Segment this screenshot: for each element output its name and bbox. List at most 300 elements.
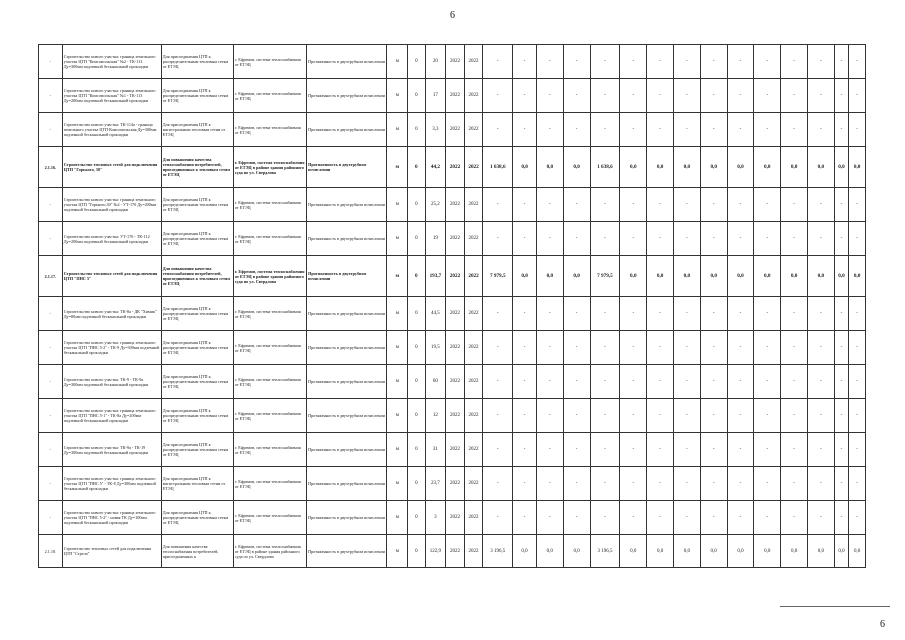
row-name: Строительство нового участка: ТК-114а - граница земельного участка ЦТП Комсомольская Ду=300мм подземной бесканальной прокладки: [62, 113, 161, 147]
row-finance-cell: -: [849, 433, 866, 467]
row-finance-cell: -: [513, 113, 537, 147]
row-location: г. Ефремов, система теплоснабжения от ЕТЭЦ: [233, 399, 306, 433]
row-finance-cell: -: [536, 222, 563, 256]
row-finance-cell: -: [647, 399, 674, 433]
row-purpose: Для повышения качества теплоснабжения потребителей, присоединенных к: [161, 535, 233, 568]
row-finance-cell: -: [590, 467, 620, 501]
row-purpose: Для присоединения ЦТП к распределительным тепловым сетям от ЕТЭЦ: [161, 433, 233, 467]
row-finance-cell: -: [483, 365, 513, 399]
row-finance-cell: 0,0: [700, 147, 727, 188]
row-base-value: 0: [408, 501, 426, 535]
row-year-start: 2022: [446, 297, 465, 331]
row-base-value: 0: [408, 433, 426, 467]
row-purpose: Для повышения качества теплоснабжения потребителей, присоединенных к тепловым сетям от ЕТЭЦ: [161, 147, 233, 188]
row-finance-cell: -: [513, 222, 537, 256]
row-finance-cell: 0,0: [754, 256, 781, 297]
row-base-value: 0: [408, 297, 426, 331]
row-finance-cell: 1 638,6: [590, 147, 620, 188]
row-purpose: Для присоединения ЦТП к распределительным тепловым сетям от ЕТЭЦ: [161, 79, 233, 113]
row-base-value: 0: [408, 535, 426, 568]
row-finance-cell: -: [807, 467, 834, 501]
row-unit: м: [387, 79, 408, 113]
row-index: -: [39, 501, 63, 535]
row-finance-cell: -: [590, 113, 620, 147]
row-finance-cell: -: [590, 501, 620, 535]
row-year-end: 2022: [464, 399, 483, 433]
row-finance-cell: 0,0: [781, 147, 808, 188]
row-finance-cell: -: [673, 365, 700, 399]
row-finance-cell: -: [700, 188, 727, 222]
row-finance-cell: -: [781, 222, 808, 256]
row-finance-cell: -: [834, 113, 848, 147]
row-finance-cell: -: [727, 45, 754, 79]
row-year-start: 2022: [446, 433, 465, 467]
row-unit: м: [387, 113, 408, 147]
row-finance-cell: -: [673, 79, 700, 113]
row-finance-cell: -: [849, 188, 866, 222]
row-year-end: 2022: [464, 331, 483, 365]
row-finance-cell: 0,0: [781, 535, 808, 568]
row-finance-cell: -: [536, 331, 563, 365]
row-finance-cell: -: [673, 113, 700, 147]
row-base-value: 0: [408, 256, 426, 297]
row-unit: м: [387, 535, 408, 568]
row-finance-cell: -: [563, 79, 590, 113]
row-finance-cell: -: [536, 365, 563, 399]
row-finance-cell: -: [536, 501, 563, 535]
row-finance-cell: -: [849, 501, 866, 535]
row-finance-cell: 0,0: [834, 256, 848, 297]
row-finance-cell: -: [513, 467, 537, 501]
row-finance-cell: -: [807, 222, 834, 256]
row-finance-cell: -: [620, 501, 647, 535]
row-name: Строительство нового участка: граница земельного участка ЦТП "Комсомольская" №1 - ТК-113 Ду=200мм подземной бесканальной прокладки: [62, 79, 161, 113]
row-finance-cell: -: [620, 79, 647, 113]
row-finance-cell: -: [834, 331, 848, 365]
row-year-end: 2022: [464, 256, 483, 297]
row-finance-cell: -: [563, 297, 590, 331]
row-length: 193,7: [425, 256, 446, 297]
row-unit: м: [387, 467, 408, 501]
row-finance-cell: 0,0: [754, 147, 781, 188]
table-row: [39, 433, 866, 467]
row-finance-cell: -: [807, 188, 834, 222]
row-finance-cell: -: [483, 501, 513, 535]
row-year-end: 2022: [464, 147, 483, 188]
row-length: 19,5: [425, 331, 446, 365]
row-parameter: Протяженность в двухтрубном исчислении: [307, 147, 387, 188]
row-name: Строительство нового участка: граница земельного участка ЦТП "ПНС 5-2" - новая ТК Ду=100мм подземной бесканальной прокладки: [62, 501, 161, 535]
row-finance-cell: -: [727, 222, 754, 256]
row-location: г. Ефремов, система теплоснабжения от ЕТЭЦ: [233, 79, 306, 113]
table-row: [39, 188, 866, 222]
row-finance-cell: -: [834, 501, 848, 535]
row-finance-cell: 0,0: [513, 535, 537, 568]
row-year-start: 2022: [446, 256, 465, 297]
row-name: Строительство тепловых сетей для подключения ЦТП "Стрела": [62, 535, 161, 568]
row-year-start: 2022: [446, 147, 465, 188]
row-length: 23,7: [425, 467, 446, 501]
row-purpose: Для присоединения ЦТП к распределительным тепловым сетям от ЕТЭЦ: [161, 331, 233, 365]
row-finance-cell: -: [781, 297, 808, 331]
row-finance-cell: 0,0: [849, 147, 866, 188]
row-location: г. Ефремов, система теплоснабжения от ЕТЭЦ: [233, 188, 306, 222]
row-finance-cell: 0,0: [620, 535, 647, 568]
row-finance-cell: -: [754, 399, 781, 433]
row-location: г. Ефремов, система теплоснабжения от ЕТЭЦ: [233, 365, 306, 399]
row-index: 2.1.17.: [39, 256, 63, 297]
row-finance-cell: 0,0: [727, 535, 754, 568]
row-finance-cell: -: [563, 433, 590, 467]
table-row: [39, 467, 866, 501]
row-finance-cell: -: [754, 467, 781, 501]
row-finance-cell: -: [781, 79, 808, 113]
row-finance-cell: -: [620, 188, 647, 222]
row-finance-cell: -: [781, 365, 808, 399]
row-base-value: 0: [408, 399, 426, 433]
row-finance-cell: -: [483, 331, 513, 365]
row-finance-cell: -: [513, 433, 537, 467]
row-finance-cell: -: [673, 45, 700, 79]
row-finance-cell: 0,0: [807, 147, 834, 188]
row-purpose: Для присоединения ЦТП к магистральным тепловым сетям от ЕТЭЦ: [161, 113, 233, 147]
row-name: Строительство нового участка: граница земельного участка ЦТП "ПНС 5-2" - ТК-9 Ду=300мм подземной бесканальной прокладки: [62, 331, 161, 365]
row-finance-cell: -: [647, 467, 674, 501]
row-parameter: Протяженность в двухтрубном исчислении: [307, 113, 387, 147]
row-finance-cell: -: [834, 222, 848, 256]
row-base-value: 0: [408, 331, 426, 365]
row-finance-cell: -: [536, 297, 563, 331]
row-name: Строительство нового участка: ТК-9 - ТК-9а Ду=300мм подземной бесканальной прокладки: [62, 365, 161, 399]
row-purpose: Для присоединения ЦТП к распределительным тепловым сетям от ЕТЭЦ: [161, 365, 233, 399]
row-index: -: [39, 399, 63, 433]
row-parameter: Протяженность в двухтрубном исчислении: [307, 188, 387, 222]
row-name: Строительство нового участка: граница земельного участка ЦТП "Горького,30" №2 - УТ-170 Ду=200мм подземной бесканальной прокладки: [62, 188, 161, 222]
row-finance-cell: -: [673, 222, 700, 256]
row-finance-cell: -: [563, 113, 590, 147]
row-unit: м: [387, 222, 408, 256]
row-finance-cell: -: [727, 433, 754, 467]
row-finance-cell: 0,0: [536, 256, 563, 297]
row-base-value: 0: [408, 222, 426, 256]
row-location: г. Ефремов, система теплоснабжения от ЕТЭЦ: [233, 297, 306, 331]
row-unit: м: [387, 256, 408, 297]
row-finance-cell: -: [807, 113, 834, 147]
row-finance-cell: -: [700, 113, 727, 147]
row-finance-cell: -: [849, 399, 866, 433]
row-finance-cell: -: [754, 501, 781, 535]
table-row: [39, 79, 866, 113]
row-finance-cell: 0,0: [727, 256, 754, 297]
row-year-start: 2022: [446, 113, 465, 147]
row-year-start: 2022: [446, 365, 465, 399]
row-finance-cell: -: [620, 331, 647, 365]
row-year-end: 2022: [464, 79, 483, 113]
row-parameter: Протяженность в двухтрубном исчислении: [307, 331, 387, 365]
row-unit: м: [387, 501, 408, 535]
row-year-start: 2022: [446, 501, 465, 535]
page-number-top: 6: [450, 10, 455, 21]
row-unit: м: [387, 297, 408, 331]
row-finance-cell: 0,0: [620, 256, 647, 297]
row-purpose: Для присоединения ЦТП к распределительным тепловым сетям от ЕТЭЦ: [161, 501, 233, 535]
row-finance-cell: -: [834, 45, 848, 79]
row-unit: м: [387, 147, 408, 188]
row-finance-cell: -: [620, 113, 647, 147]
row-finance-cell: -: [590, 297, 620, 331]
row-finance-cell: -: [754, 331, 781, 365]
row-length: 19: [425, 222, 446, 256]
row-finance-cell: -: [834, 399, 848, 433]
row-length: 122,9: [425, 535, 446, 568]
row-year-end: 2022: [464, 188, 483, 222]
row-finance-cell: -: [513, 297, 537, 331]
row-finance-cell: -: [673, 188, 700, 222]
row-finance-cell: -: [673, 467, 700, 501]
row-finance-cell: -: [834, 188, 848, 222]
row-finance-cell: -: [647, 365, 674, 399]
row-finance-cell: -: [727, 79, 754, 113]
row-finance-cell: -: [513, 45, 537, 79]
row-finance-cell: -: [563, 188, 590, 222]
row-finance-cell: -: [620, 297, 647, 331]
row-finance-cell: -: [513, 331, 537, 365]
row-finance-cell: -: [754, 188, 781, 222]
row-finance-cell: -: [647, 45, 674, 79]
row-finance-cell: -: [834, 79, 848, 113]
row-finance-cell: -: [781, 331, 808, 365]
row-index: -: [39, 365, 63, 399]
row-location: г. Ефремов, система теплоснабжения от ЕТЭЦ в районе здания районного суда по ул. Свердлова: [233, 147, 306, 188]
row-finance-cell: -: [536, 45, 563, 79]
row-finance-cell: -: [620, 399, 647, 433]
row-parameter: Протяженность в двухтрубном исчислении: [307, 467, 387, 501]
row-year-end: 2022: [464, 222, 483, 256]
row-finance-cell: 0,0: [849, 256, 866, 297]
row-year-start: 2022: [446, 467, 465, 501]
row-finance-cell: -: [563, 467, 590, 501]
row-finance-cell: 0,0: [700, 256, 727, 297]
row-finance-cell: 0,0: [673, 147, 700, 188]
row-finance-cell: -: [673, 297, 700, 331]
row-finance-cell: 0,0: [834, 535, 848, 568]
row-name: Строительство нового участка: ТК-9а - ТК-19 Ду=300мм подземной бесканальной прокладки: [62, 433, 161, 467]
row-base-value: 0: [408, 365, 426, 399]
row-finance-cell: -: [727, 365, 754, 399]
row-finance-cell: 0,0: [781, 256, 808, 297]
row-length: 31: [425, 433, 446, 467]
row-finance-cell: 0,0: [620, 147, 647, 188]
row-finance-cell: -: [483, 433, 513, 467]
row-finance-cell: -: [483, 297, 513, 331]
row-finance-cell: -: [727, 297, 754, 331]
row-finance-cell: -: [563, 222, 590, 256]
row-year-end: 2022: [464, 45, 483, 79]
row-parameter: Протяженность в двухтрубном исчислении: [307, 433, 387, 467]
row-name: Строительство нового участка: УТ-170 - ТК-112 Ду=200мм подземной бесканальной прокладки: [62, 222, 161, 256]
row-parameter: Протяженность в двухтрубном исчислении: [307, 365, 387, 399]
row-finance-cell: -: [647, 222, 674, 256]
row-finance-cell: -: [536, 433, 563, 467]
row-finance-cell: -: [700, 45, 727, 79]
row-purpose: Для присоединения ЦТП к распределительным тепловым сетям от ЕТЭЦ: [161, 222, 233, 256]
row-purpose: Для присоединения ЦТП к распределительным тепловым сетям от ЕТЭЦ: [161, 399, 233, 433]
row-finance-cell: 0,0: [536, 147, 563, 188]
row-finance-cell: -: [563, 399, 590, 433]
row-year-end: 2022: [464, 433, 483, 467]
row-finance-cell: 0,0: [536, 535, 563, 568]
row-finance-cell: -: [781, 433, 808, 467]
table-row: [39, 222, 866, 256]
row-finance-cell: -: [781, 501, 808, 535]
row-purpose: Для присоединения ЦТП к распределительным тепловым сетям от ЕТЭЦ: [161, 45, 233, 79]
row-finance-cell: -: [849, 113, 866, 147]
row-location: г. Ефремов, система теплоснабжения от ЕТЭЦ в районе здания районного суда по ул. Свердлова: [233, 256, 306, 297]
row-finance-cell: -: [849, 222, 866, 256]
row-year-end: 2022: [464, 535, 483, 568]
row-parameter: Протяженность в двухтрубном исчислении: [307, 501, 387, 535]
row-length: 3,3: [425, 113, 446, 147]
row-purpose: Для повышения качества теплоснабжения потребителей, присоединенных к тепловым сетям от ЕТЭЦ: [161, 256, 233, 297]
row-name: Строительство нового участка: граница земельного участка ЦТП "ПНС 5-1" - ТК-8а Ду=200мм подземной бесканальной прокладки: [62, 399, 161, 433]
row-finance-cell: -: [563, 501, 590, 535]
row-finance-cell: -: [590, 222, 620, 256]
row-finance-cell: -: [536, 79, 563, 113]
row-location: г. Ефремов, система теплоснабжения от ЕТЭЦ: [233, 467, 306, 501]
row-finance-cell: -: [673, 433, 700, 467]
row-parameter: Протяженность в двухтрубном исчислении: [307, 45, 387, 79]
row-finance-cell: -: [807, 79, 834, 113]
row-length: 25,2: [425, 188, 446, 222]
row-finance-cell: -: [834, 467, 848, 501]
row-finance-cell: -: [590, 331, 620, 365]
row-finance-cell: -: [590, 433, 620, 467]
row-finance-cell: -: [513, 79, 537, 113]
row-length: 20: [425, 45, 446, 79]
table-row-project: [39, 147, 866, 188]
row-finance-cell: -: [700, 365, 727, 399]
row-length: 17: [425, 79, 446, 113]
row-finance-cell: -: [807, 399, 834, 433]
row-finance-cell: 1 638,6: [483, 147, 513, 188]
row-name: Строительство тепловых сетей для подключения ЦТП "Горького, 30": [62, 147, 161, 188]
row-base-value: 0: [408, 45, 426, 79]
row-finance-cell: -: [536, 399, 563, 433]
row-finance-cell: -: [513, 399, 537, 433]
row-year-end: 2022: [464, 365, 483, 399]
row-finance-cell: -: [483, 222, 513, 256]
row-location: г. Ефремов, система теплоснабжения от ЕТЭЦ: [233, 113, 306, 147]
row-finance-cell: 0,0: [834, 147, 848, 188]
row-finance-cell: -: [590, 365, 620, 399]
table-row: [39, 399, 866, 433]
row-finance-cell: -: [700, 433, 727, 467]
row-finance-cell: -: [647, 433, 674, 467]
row-finance-cell: -: [807, 331, 834, 365]
row-base-value: 0: [408, 467, 426, 501]
row-finance-cell: -: [727, 188, 754, 222]
row-location: г. Ефремов, система теплоснабжения от ЕТЭЦ в районе здания районного суда по ул. Свердлова: [233, 535, 306, 568]
row-base-value: 0: [408, 188, 426, 222]
row-finance-cell: -: [781, 188, 808, 222]
row-finance-cell: -: [700, 297, 727, 331]
row-finance-cell: -: [590, 188, 620, 222]
row-finance-cell: -: [807, 45, 834, 79]
row-finance-cell: -: [834, 433, 848, 467]
row-finance-cell: -: [483, 399, 513, 433]
row-year-end: 2022: [464, 501, 483, 535]
row-parameter: Протяженность в двухтрубном исчислении: [307, 222, 387, 256]
row-finance-cell: -: [807, 501, 834, 535]
row-parameter: Протяженность в двухтрубном исчислении: [307, 399, 387, 433]
row-finance-cell: -: [647, 188, 674, 222]
row-unit: м: [387, 433, 408, 467]
row-index: -: [39, 79, 63, 113]
row-finance-cell: -: [536, 113, 563, 147]
row-year-start: 2022: [446, 331, 465, 365]
row-finance-cell: -: [781, 399, 808, 433]
row-finance-cell: -: [590, 399, 620, 433]
row-finance-cell: -: [754, 79, 781, 113]
row-finance-cell: -: [727, 331, 754, 365]
row-finance-cell: -: [849, 331, 866, 365]
row-finance-cell: -: [620, 467, 647, 501]
table-row: [39, 45, 866, 79]
row-finance-cell: -: [673, 331, 700, 365]
row-purpose: Для присоединения ЦТП к распределительным тепловым сетям от ЕТЭЦ: [161, 188, 233, 222]
row-finance-cell: 3 196,5: [590, 535, 620, 568]
row-index: -: [39, 188, 63, 222]
row-finance-cell: -: [781, 113, 808, 147]
row-finance-cell: -: [754, 365, 781, 399]
row-finance-cell: 0,0: [700, 535, 727, 568]
row-finance-cell: -: [727, 113, 754, 147]
row-finance-cell: -: [513, 501, 537, 535]
row-finance-cell: -: [781, 467, 808, 501]
row-name: Строительство тепловых сетей для подключения ЦТП "ПНС 5": [62, 256, 161, 297]
row-year-end: 2022: [464, 297, 483, 331]
row-finance-cell: -: [620, 433, 647, 467]
row-finance-cell: -: [483, 188, 513, 222]
investment-table: [38, 44, 866, 568]
row-finance-cell: -: [590, 79, 620, 113]
row-location: г. Ефремов, система теплоснабжения от ЕТЭЦ: [233, 501, 306, 535]
row-finance-cell: 3 196,5: [483, 535, 513, 568]
row-finance-cell: 0,0: [647, 147, 674, 188]
row-index: -: [39, 297, 63, 331]
row-finance-cell: 0,0: [513, 147, 537, 188]
table-row: [39, 501, 866, 535]
row-index: -: [39, 433, 63, 467]
row-finance-cell: -: [849, 365, 866, 399]
table-row: [39, 365, 866, 399]
row-finance-cell: 0,0: [849, 535, 866, 568]
row-finance-cell: 0,0: [647, 535, 674, 568]
row-unit: м: [387, 365, 408, 399]
row-finance-cell: -: [620, 222, 647, 256]
row-location: г. Ефремов, система теплоснабжения от ЕТЭЦ: [233, 222, 306, 256]
row-year-start: 2022: [446, 79, 465, 113]
row-finance-cell: -: [754, 433, 781, 467]
row-base-value: 0: [408, 113, 426, 147]
row-finance-cell: -: [513, 188, 537, 222]
row-finance-cell: -: [483, 467, 513, 501]
row-unit: м: [387, 188, 408, 222]
table-row: [39, 113, 866, 147]
row-unit: м: [387, 331, 408, 365]
row-year-start: 2022: [446, 188, 465, 222]
row-length: 44,5: [425, 297, 446, 331]
